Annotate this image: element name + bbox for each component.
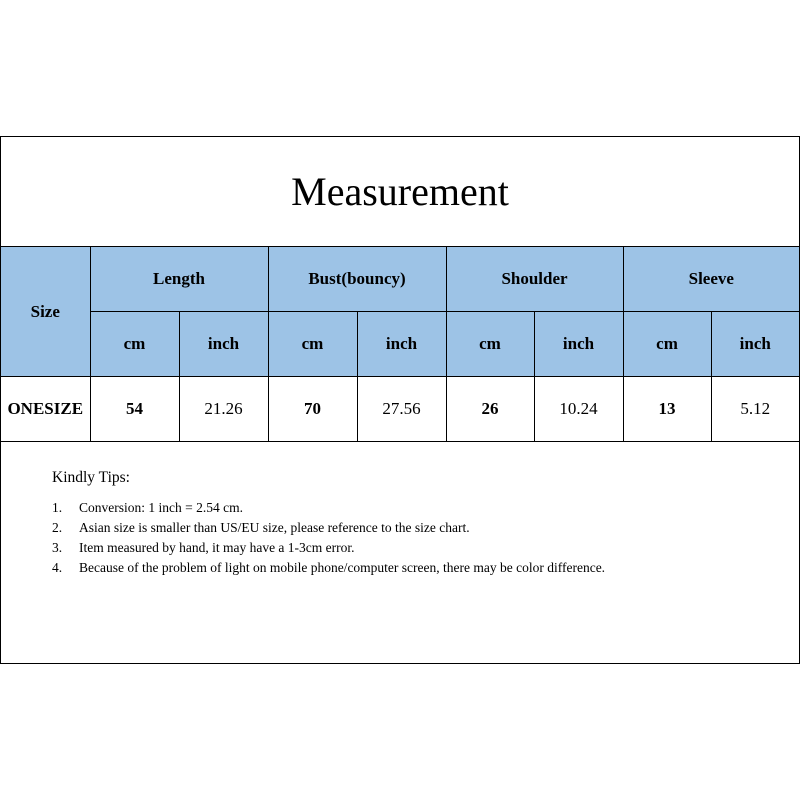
unit-header: inch [711, 312, 799, 377]
unit-header: cm [90, 312, 179, 377]
header-row-groups [1, 247, 799, 312]
list-number: 3. [52, 540, 63, 555]
tips-list [52, 498, 752, 578]
value-cell: 13 [623, 377, 711, 442]
header-shoulder: Shoulder [446, 247, 623, 312]
header-length: Length [90, 247, 268, 312]
size-chart-frame [0, 136, 800, 664]
tips-section [52, 468, 752, 578]
size-table [1, 246, 799, 442]
unit-header: cm [268, 312, 357, 377]
list-item [52, 498, 752, 518]
unit-header: inch [357, 312, 446, 377]
list-number: 4. [52, 560, 63, 575]
header-row-units [1, 312, 799, 377]
page-title: Measurement [291, 169, 509, 214]
list-number: 2. [52, 520, 63, 535]
value-cell: 54 [90, 377, 179, 442]
unit-header: inch [179, 312, 268, 377]
list-item [52, 558, 752, 578]
unit-header: inch [534, 312, 623, 377]
list-item [52, 518, 752, 538]
list-text: Asian size is smaller than US/EU size, please reference to the size chart. [79, 520, 470, 535]
unit-header: cm [446, 312, 534, 377]
unit-header: cm [623, 312, 711, 377]
header-sleeve: Sleeve [623, 247, 799, 312]
list-item [52, 538, 752, 558]
list-text: Item measured by hand, it may have a 1-3cm error. [79, 540, 355, 555]
value-cell: 5.12 [711, 377, 799, 442]
value-cell: 10.24 [534, 377, 623, 442]
tips-heading: Kindly Tips: [52, 469, 130, 486]
list-number: 1. [52, 500, 63, 515]
header-bust: Bust(bouncy) [268, 247, 446, 312]
value-cell: 21.26 [179, 377, 268, 442]
value-cell: 27.56 [357, 377, 446, 442]
size-cell: ONESIZE [1, 377, 90, 442]
table-row [1, 377, 799, 442]
list-text: Conversion: 1 inch = 2.54 cm. [79, 500, 243, 515]
size-header: Size [1, 247, 90, 377]
list-text: Because of the problem of light on mobile phone/computer screen, there may be color difference. [79, 560, 606, 575]
value-cell: 70 [268, 377, 357, 442]
value-cell: 26 [446, 377, 534, 442]
